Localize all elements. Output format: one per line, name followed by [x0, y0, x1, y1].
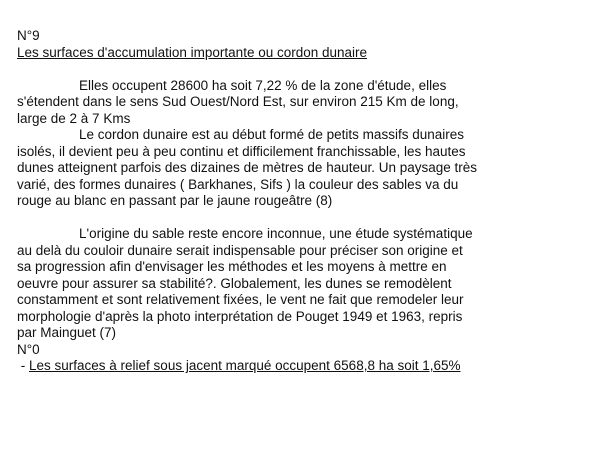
paragraph-line: au delà du couloir dunaire serait indispensable pour préciser son origine et [17, 242, 463, 258]
paragraph-line: constamment et sont relativement fixées, le vent ne fait que remodeler leur [17, 292, 464, 307]
section-title-text: Les surfaces d'accumulation importante ou cordon dunaire [17, 44, 368, 60]
spacer [17, 61, 583, 78]
section-title-prefix: - [17, 358, 29, 373]
paragraph-line: dunes atteignent parfois des dizaines de mètres de hauteur. Un paysage très [17, 160, 478, 175]
section-number: N°9 [17, 28, 40, 43]
paragraph-cordon-dunaire [17, 127, 583, 210]
section-title [17, 358, 583, 375]
paragraph-surface-extent [17, 78, 583, 128]
paragraph-line: par Mainguet (7) [17, 325, 117, 340]
section-title-text: Les surfaces à relief sous jacent marqué occupent 6568,8 ha soit 1,65% [29, 358, 461, 373]
section-number: N°0 [17, 341, 40, 357]
paragraph-line: large de 2 à 7 Kms [17, 110, 131, 126]
paragraph-line: s'étendent dans le sens Sud Ouest/Nord Est, sur environ 215 Km de long, [17, 94, 459, 109]
paragraph-line: L'origine du sable reste encore inconnue, une étude systématique [79, 226, 473, 241]
paragraph-line: isolés, il devient peu à peu continu et difficilement franchissable, les hautes [17, 143, 466, 159]
paragraph-origine-sable [17, 226, 583, 342]
paragraph-line: rouge au blanc en passant par le jaune rougeâtre (8) [17, 193, 333, 208]
spacer [17, 210, 583, 227]
paragraph-line: Le cordon dunaire est au début formé de petits massifs dunaires [79, 127, 464, 142]
paragraph-line: sa progression afin d'envisager les méthodes et les moyens à mettre en [17, 259, 447, 274]
document-page [17, 28, 583, 375]
paragraph-line: varié, des formes dunaires ( Barkhanes, Sifs ) la couleur des sables va du [17, 176, 459, 192]
paragraph-line: morphologie d'après la photo interprétation de Pouget 1949 et 1963, repris [17, 308, 463, 324]
section-title [17, 45, 583, 62]
paragraph-line: Elles occupent 28600 ha soit 7,22 % de la zone d'étude, elles [79, 77, 447, 93]
paragraph-line: oeuvre pour assurer sa stabilité?. Globalement, les dunes se remodèlent [17, 275, 452, 291]
